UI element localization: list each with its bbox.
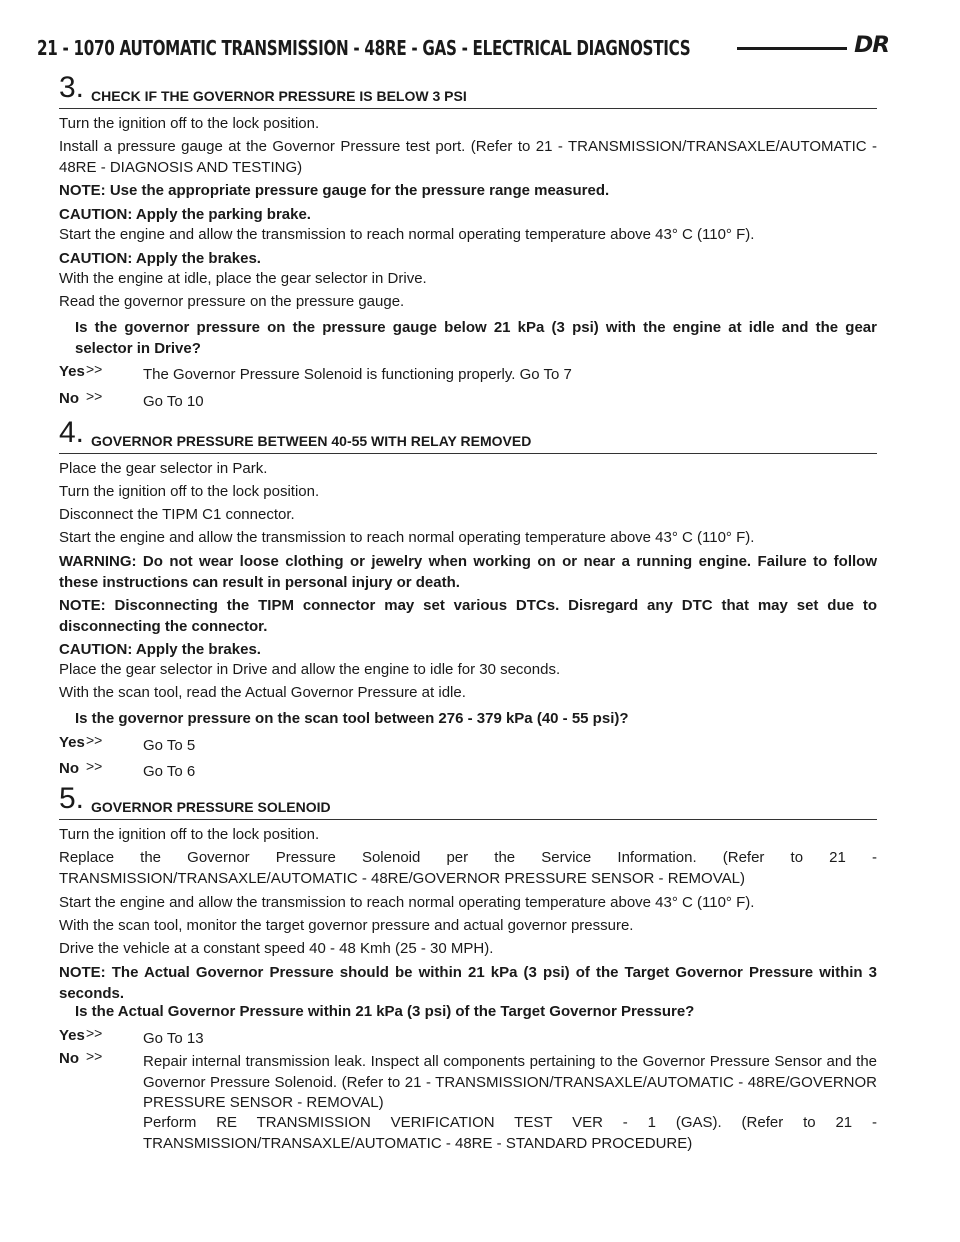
- section-title: GOVERNOR PRESSURE BETWEEN 40-55 WITH RELAY REMOVED: [91, 433, 532, 449]
- header-rule: [737, 47, 847, 50]
- answer-label: Yes: [59, 363, 85, 380]
- answer-text: The Governor Pressure Solenoid is functioning properly. Go To 7: [143, 366, 572, 383]
- step-text: Drive the vehicle at a constant speed 40 - 48 Kmh (25 - 30 MPH).: [59, 940, 494, 957]
- decision-question: Is the governor pressure on the pressure gauge below 21 kPa (3 psi) with the engine at idle and the gear selector in Drive?: [75, 319, 877, 357]
- step-text: Start the engine and allow the transmission to reach normal operating temperature above 43° C (110° F).: [59, 894, 755, 911]
- arrow-glyph: >>: [86, 388, 103, 404]
- answer-yes: [59, 733, 877, 755]
- arrow-glyph: >>: [86, 1025, 103, 1041]
- decision-question: Is the Actual Governor Pressure within 21 kPa (3 psi) of the Target Governor Pressure?: [75, 1003, 695, 1020]
- answer-text: Go To 6: [143, 763, 196, 780]
- step-text: Place the gear selector in Drive and allow the engine to idle for 30 seconds.: [59, 661, 561, 678]
- page-header: [37, 33, 890, 74]
- answer-label: No: [59, 760, 79, 777]
- answer-no: [59, 759, 877, 781]
- step-text: Turn the ignition off to the lock position.: [59, 483, 320, 500]
- step-text: Read the governor pressure on the pressure gauge.: [59, 293, 405, 310]
- answer-label: No: [59, 1050, 79, 1067]
- caution-text: CAUTION: Apply the brakes.: [59, 250, 261, 267]
- section-number: 4.: [59, 416, 85, 449]
- caution-text: CAUTION: Apply the brakes.: [59, 641, 261, 658]
- answer-no: [59, 389, 877, 411]
- answer-text: Go To 10: [143, 393, 204, 410]
- page-title: 21 - 1070 AUTOMATIC TRANSMISSION - 48RE - GAS - ELECTRICAL DIAGNOSTICS: [37, 36, 691, 60]
- note-text: NOTE: The Actual Governor Pressure should be within 21 kPa (3 psi) of the Target Governor Pressure within 3 seconds.: [59, 964, 877, 1002]
- step-text: Disconnect the TIPM C1 connector.: [59, 506, 295, 523]
- step-text: Place the gear selector in Park.: [59, 460, 268, 477]
- answer-text: Repair internal transmission leak. Inspect all components pertaining to the Governor Pressure Sensor and the Governor Pressure Solenoid. (Refer to 21 - TRANSMISSION/TRANSAXLE/AUTOMATIC - 48RE/GOVERNOR PRESSURE SENSOR - REMOVAL): [143, 1053, 877, 1111]
- answer-yes: [59, 1026, 877, 1048]
- arrow-glyph: >>: [86, 758, 103, 774]
- section-3-header: [59, 71, 877, 109]
- step-text: Turn the ignition off to the lock position.: [59, 115, 320, 132]
- note-text: NOTE: Disconnecting the TIPM connector may set various DTCs. Disregard any DTC that may set due to disconnecting the connector.: [59, 597, 877, 635]
- answer-yes: [59, 362, 877, 384]
- step-text: Start the engine and allow the transmission to reach normal operating temperature above 43° C (110° F).: [59, 529, 755, 546]
- warning-text: WARNING: Do not wear loose clothing or jewelry when working on or near a running engine. Failure to follow these instructions can result in personal injury or death.: [59, 553, 877, 591]
- decision-question: Is the governor pressure on the scan tool between 276 - 379 kPa (40 - 55 psi)?: [75, 710, 629, 727]
- section-4-header: [59, 416, 877, 454]
- section-title: GOVERNOR PRESSURE SOLENOID: [91, 799, 331, 815]
- step-text: Install a pressure gauge at the Governor Pressure test port. (Refer to 21 - TRANSMISSION/TRANSAXLE/AUTOMATIC - 48RE - DIAGNOSIS AND TESTING): [59, 138, 877, 176]
- section-number: 5.: [59, 782, 85, 815]
- answer-text: Go To 13: [143, 1030, 204, 1047]
- step-text: With the engine at idle, place the gear selector in Drive.: [59, 270, 427, 287]
- answer-text: Go To 5: [143, 737, 196, 754]
- section-number: 3.: [59, 71, 85, 104]
- arrow-glyph: >>: [86, 361, 103, 377]
- note-text: NOTE: Use the appropriate pressure gauge for the pressure range measured.: [59, 182, 610, 199]
- caution-text: CAUTION: Apply the parking brake.: [59, 206, 311, 223]
- answer-label: Yes: [59, 1027, 85, 1044]
- step-text: With the scan tool, read the Actual Governor Pressure at idle.: [59, 684, 466, 701]
- arrow-glyph: >>: [86, 1048, 103, 1064]
- step-text: Start the engine and allow the transmission to reach normal operating temperature above 43° C (110° F).: [59, 226, 755, 243]
- answer-label: No: [59, 390, 79, 407]
- step-text: Replace the Governor Pressure Solenoid per the Service Information. (Refer to 21 - TRANSMISSION/TRANSAXLE/AUTOMATIC - 48RE/GOVERNOR PRESSURE SENSOR - REMOVAL): [59, 849, 877, 887]
- section-5-header: [59, 782, 877, 820]
- arrow-glyph: >>: [86, 732, 103, 748]
- step-text: With the scan tool, monitor the target governor pressure and actual governor pressure.: [59, 917, 634, 934]
- answer-text-continued: Perform RE TRANSMISSION VERIFICATION TEST VER - 1 (GAS). (Refer to 21 - TRANSMISSION/TRANSAXLE/AUTOMATIC - 48RE - STANDARD PROCEDURE): [143, 1114, 877, 1152]
- model-logo: DR: [854, 33, 890, 58]
- step-text: Turn the ignition off to the lock position.: [59, 826, 320, 843]
- answer-label: Yes: [59, 734, 85, 751]
- answer-no: [59, 1048, 877, 1152]
- section-title: CHECK IF THE GOVERNOR PRESSURE IS BELOW 3 PSI: [91, 88, 467, 104]
